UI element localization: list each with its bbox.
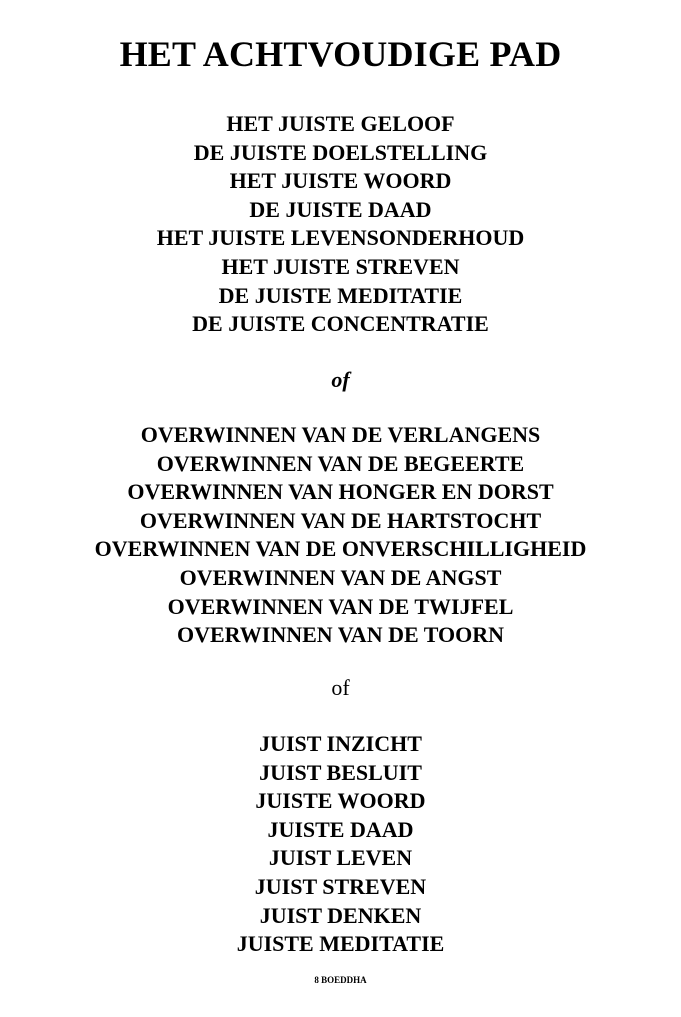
separator-of-italic: of: [331, 367, 350, 392]
path-list-overwinnen: [0, 421, 681, 650]
list-item: DE JUISTE DAAD: [249, 196, 432, 222]
list-item: DE JUISTE MEDITATIE: [218, 282, 463, 308]
list-item: JUIST INZICHT: [259, 731, 422, 756]
list-item: HET JUISTE LEVENSONDERHOUD: [156, 225, 525, 251]
list-item: OVERWINNEN VAN DE TOORN: [176, 622, 505, 648]
list-item: OVERWINNEN VAN DE ONVERSCHILLIGHEID: [94, 536, 587, 562]
list-item: HET JUISTE GELOOF: [226, 111, 455, 136]
list-item: JUIST STREVEN: [254, 873, 427, 899]
list-item: HET JUISTE WOORD: [229, 168, 452, 194]
page-footer: 8 BOEDDHA: [314, 975, 367, 985]
page-title: HET ACHTVOUDIGE PAD: [119, 34, 562, 74]
list-item: OVERWINNEN VAN DE ANGST: [179, 564, 502, 590]
list-item: OVERWINNEN VAN DE TWIJFEL: [167, 593, 514, 619]
list-item: JUIST BESLUIT: [259, 759, 422, 785]
list-item: JUIST DENKEN: [259, 902, 422, 928]
separator-of-plain: of: [331, 675, 350, 700]
list-item: JUISTE WOORD: [255, 788, 426, 814]
path-list-juiste: [0, 110, 681, 339]
list-item: DE JUISTE DOELSTELLING: [193, 139, 488, 165]
path-list-juist: [0, 730, 681, 959]
list-item: OVERWINNEN VAN HONGER EN DORST: [127, 479, 554, 505]
list-item: JUIST LEVEN: [268, 845, 413, 871]
list-item: OVERWINNEN VAN DE VERLANGENS: [140, 422, 541, 447]
list-item: HET JUISTE STREVEN: [221, 253, 460, 279]
list-item: JUISTE DAAD: [267, 816, 414, 842]
list-item: JUISTE MEDITATIE: [236, 931, 445, 957]
list-item: OVERWINNEN VAN DE HARTSTOCHT: [139, 507, 542, 533]
list-item: OVERWINNEN VAN DE BEGEERTE: [156, 450, 525, 476]
list-item: DE JUISTE CONCENTRATIE: [192, 311, 489, 337]
